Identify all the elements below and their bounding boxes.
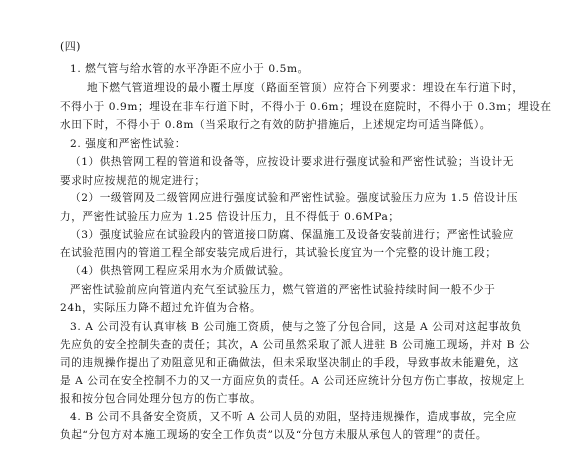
text-line: （4）供热管网工程应采用水为介质做试验。 bbox=[70, 265, 291, 277]
text-line: 1. 燃气管与给水管的水平净距不应小于 0.5m。 bbox=[70, 63, 309, 75]
text-line: （2）一级管网及二级管网应进行强度试验和严密性试验。强度试验压力应为 1.5 倍设计压 bbox=[70, 192, 519, 204]
text-line: 力，严密性试验压力应为 1.25 倍设计压力，且不得低于 0.6MPa； bbox=[60, 211, 400, 223]
text-line: 负起“分包方对本施工现场的安全工作负责”以及“分包方未服从承包人的管理”的责任。 bbox=[60, 429, 488, 441]
text-line: 2. 强度和严密性试验： bbox=[70, 138, 187, 150]
text-line: 水田下时，不得小于 0.8m（当采取行之有效的防护措施后，上述规定均可适当降低）。 bbox=[60, 119, 491, 131]
text-line: 24h，实际压力降不超过允许值为合格。 bbox=[60, 302, 262, 314]
text-line: 是 A 公司在安全控制不力的又一方面应负的责任。A 公司还应统计分包方伤亡事故，按规定上 bbox=[60, 375, 525, 387]
section-title: (四) bbox=[60, 40, 81, 53]
text-line: 报和按分包合同处理分包方的伤亡事故。 bbox=[60, 393, 262, 405]
text-line: 先应负的安全控制失查的责任；其次，A 公司虽然采取了派人进驻 B 公司施工现场，并对 B 公 bbox=[60, 339, 531, 351]
text-line: 严密性试验前应向管道内充气至试验压力，燃气管道的严密性试验持续时间一般不少于 bbox=[70, 284, 496, 296]
text-line: 司的违规操作提出了劝阻意见和正确做法，但未采取坚决制止的手段，导致事故未能避免，这 bbox=[60, 357, 519, 369]
text-line: 4. B 公司不具备安全资质，又不听 A 公司人员的劝阻，坚持违规操作，造成事故，完全应 bbox=[70, 411, 517, 423]
text-line: 在试验范围内的管道工程全部安装完成后进行，其试验长度宜为一个完整的设计施工段； bbox=[60, 247, 497, 259]
text-line: 要求时应按规范的规定进行； bbox=[60, 175, 206, 187]
text-line: 3. A 公司没有认真审核 B 公司施工资质，使与之签了分包合同，这是 A 公司对这起事故负 bbox=[70, 321, 522, 333]
text-line: （3）强度试验应在试验段内的管道接口防腐、保温施工及设备安装前进行；严密性试验应 bbox=[70, 229, 514, 241]
text-line: （1）供热管网工程的管道和设备等，应按设计要求进行强度试验和严密性试验；当设计无 bbox=[70, 156, 514, 168]
text-line: 地下燃气管道埋设的最小覆土厚度（路面至管顶）应符合下列要求：埋设在车行道下时， bbox=[87, 82, 524, 94]
text-line: 不得小于 0.9m；埋设在非车行道下时，不得小于 0.6m；埋设在庭院时，不得小于 0.3m；埋设在 bbox=[60, 101, 552, 113]
